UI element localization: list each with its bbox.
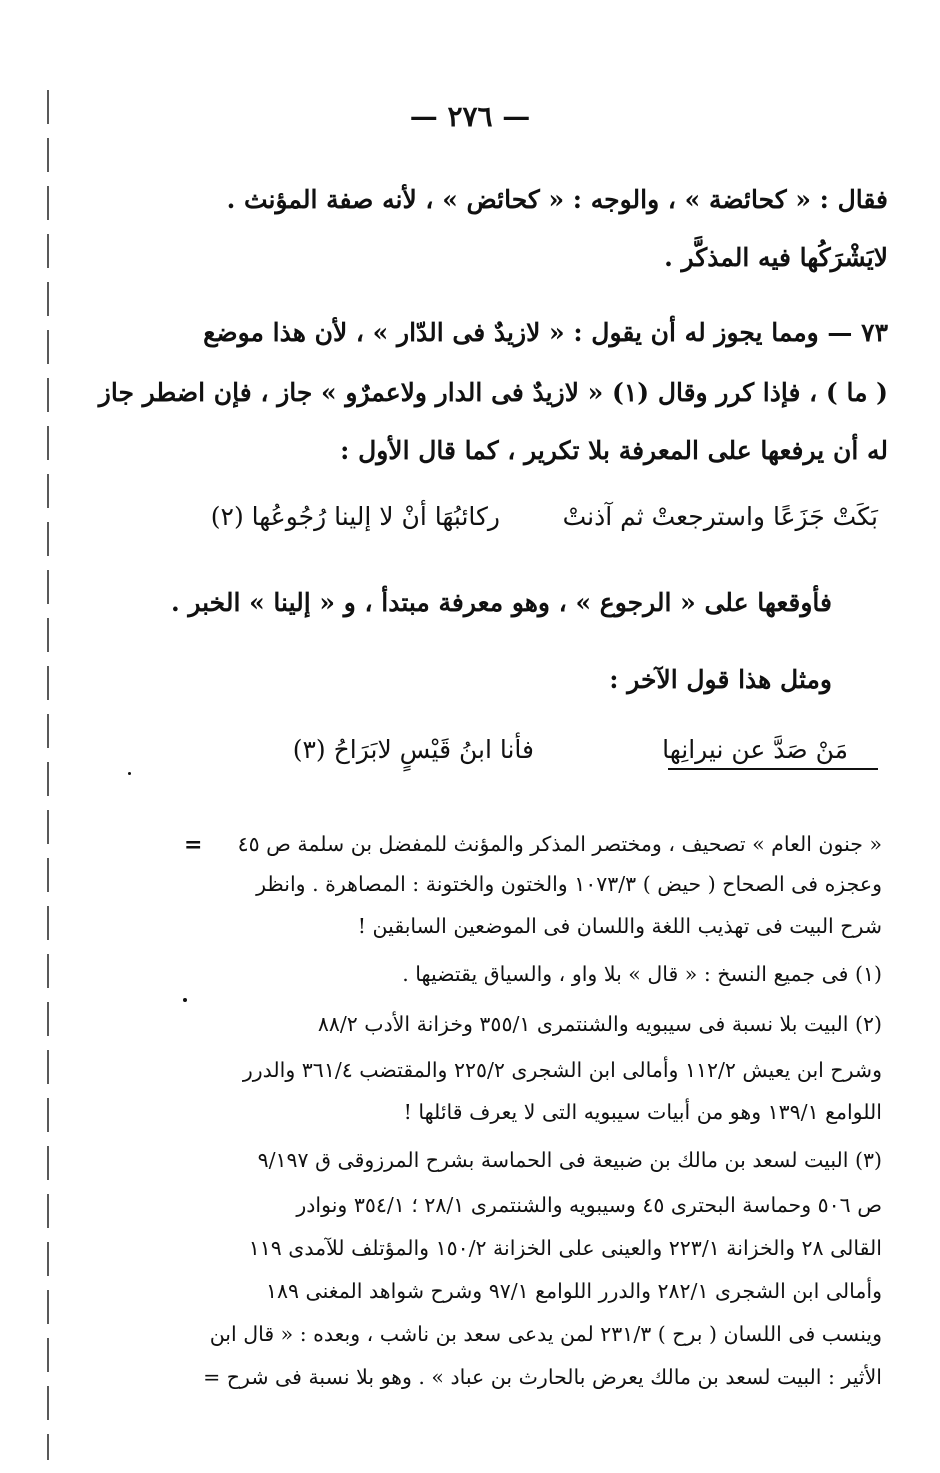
footnote-line-4: (١) فى جميع النسخ : « قال » بلا واو ، والسياق يقتضيها . (402, 962, 882, 986)
footnote-line-9: ص ٥٠٦ وحماسة البحترى ٤٥ وسيبويه والشنتمرى ٢٨/١ ؛ ٣٥٤/١ ونوادر (296, 1193, 882, 1217)
footnote-line-8: (٣) البيت لسعد بن مالك بن ضبيعة فى الحماسة بشرح المرزوقى ق ٩/١٩٧ (257, 1148, 882, 1172)
main-line-3: ٧٣ — ومما يجوز له أن يقول : « لازيدٌ فى الدّار » ، لأن هذا موضع (203, 318, 888, 347)
verse-2-intro: ومثل هذا قول الآخر : (609, 665, 832, 694)
footnote-line-3: شرح البيت فى تهذيب اللغة واللسان فى الموضعين السابقين ! (357, 914, 882, 938)
verse-1-hemistich-2: ركائبُهَا أنْ لا إلينا رُجُوعُها (٢) (210, 502, 500, 531)
scan-edge-mark (47, 90, 49, 1460)
verse-1-commentary: فأوقعها على « الرجوع » ، وهو معرفة مبتدأ ، و « إلينا » الخبر . (170, 588, 832, 617)
main-line-4: ( ما ) ، فإذا كرر وقال (١) « لازيدٌ فى الدار ولاعمرٌو » جاز ، فإن اضطر جاز (98, 378, 888, 407)
main-line-5: له أن يرفعها على المعرفة بلا تكرير ، كما قال الأول : (340, 436, 888, 465)
footnote-continuation-mark: = (184, 832, 203, 858)
footnote-separator (668, 768, 878, 770)
scan-speck (183, 998, 187, 1002)
verse-2-hemistich-2: فأنا ابنُ قَيْسٍ لابَرَاحُ (٣) (292, 735, 534, 764)
verse-2-hemistich-1: مَنْ صَدَّ عن نيرانِها (662, 735, 848, 764)
page-number: — ٢٧٦ — (409, 100, 531, 133)
footnote-line-10: القالى ٢٨ والخزانة ٢٢٣/١ والعينى على الخزانة ١٥٠/٢ والمؤتلف للآمدى ١١٩ (248, 1236, 882, 1260)
footnote-line-5: (٢) البيت بلا نسبة فى سيبويه والشنتمرى ٣٥٥/١ وخزانة الأدب ٨٨/٢ (317, 1012, 882, 1036)
footnote-line-7: اللوامع ١٣٩/١ وهو من أبيات سيبويه التى لا يعرف قائلها ! (403, 1100, 882, 1124)
main-line-1: فقال : « كحائضة » ، والوجه : « كحائض » ، لأنه صفة المؤنث . (226, 185, 888, 214)
footnote-line-13: الأثير : البيت لسعد بن مالك يعرض بالحارث بن عباد » . وهو بلا نسبة فى شرح = (203, 1365, 882, 1389)
footnote-line-11: وأمالى ابن الشجرى ٢٨٢/١ والدرر اللوامع ٩٧/١ وشرح شواهد المغنى ١٨٩ (265, 1279, 882, 1303)
scan-speck (128, 772, 131, 775)
footnote-line-2: وعجزه فى الصحاح ( حيض ) ١٠٧٣/٣ والختون والختونة : المصاهرة . وانظر (256, 872, 882, 896)
verse-1-hemistich-1: بَكَتْ جَزَعًا واسترجعتْ ثم آذنتْ (562, 502, 878, 531)
footnote-line-1: « جنون العام » تصحيف ، ومختصر المذكر والمؤنث للمفضل بن سلمة ص ٤٥ (237, 832, 882, 856)
main-line-2: لايَشْرَكُها فيه المذكَّر . (664, 243, 888, 272)
footnote-line-12: وينسب فى اللسان ( برح ) ٢٣١/٣ لمن يدعى سعد بن ناشب ، وبعده : « قال ابن (209, 1322, 882, 1346)
footnote-line-6: وشرح ابن يعيش ١١٢/٢ وأمالى ابن الشجرى ٢٢٥/٢ والمقتضب ٣٦١/٤ والدرر (242, 1058, 882, 1082)
